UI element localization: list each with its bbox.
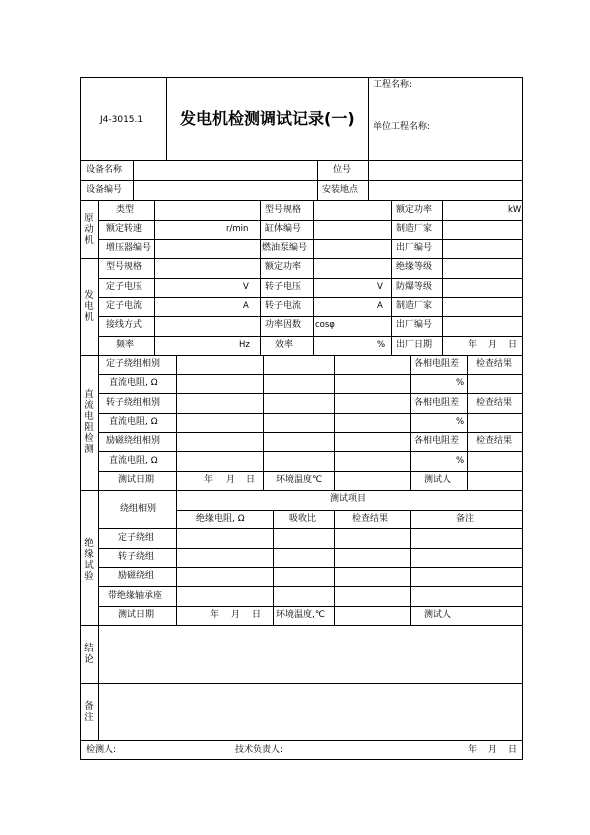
- gen-model-label: 型号规格: [106, 262, 143, 272]
- pm-power-unit: kW: [508, 205, 522, 215]
- footer-date-month: 月: [488, 745, 498, 755]
- ins-test-date-label: 测试日期: [118, 610, 155, 620]
- inspector-label: 检测人:: [86, 745, 117, 755]
- gen-rotor-voltage-label: 转子电压: [265, 282, 302, 292]
- pm-factory-no-label: 出厂编号: [396, 243, 433, 253]
- dc-test-date-label: 测试日期: [118, 475, 155, 485]
- conclusion-label: 结论: [84, 643, 94, 665]
- remarks-label: 备注: [84, 701, 94, 723]
- install-location-label: 安装地点: [322, 185, 359, 195]
- dc-check-result-label-2: 检查结果: [476, 398, 513, 408]
- gen-efficiency-label: 效率: [275, 340, 294, 350]
- pm-model-label: 型号规格: [265, 205, 302, 215]
- ins-ambient-label: 环境温度,℃: [276, 610, 325, 620]
- ins-winding-phase-label: 绕组相别: [120, 504, 157, 514]
- pm-rated-speed-label: 额定转速: [106, 224, 143, 234]
- ins-rotor-label: 转子绕组: [118, 552, 155, 562]
- dc-date-year: 年: [204, 475, 214, 485]
- ins-bearing-label: 带绝缘轴承座: [108, 591, 163, 601]
- gen-manufacturer-label: 制造厂家: [396, 301, 433, 311]
- unit-project-label: 单位工程名称:: [373, 122, 431, 132]
- ins-tester-label: 测试人: [424, 610, 452, 620]
- equipment-number-label: 设备编号: [86, 185, 123, 195]
- pm-type-label: 类型: [116, 205, 135, 215]
- dc-tester-label: 测试人: [424, 475, 452, 485]
- tech-lead-label: 技术负责人:: [235, 745, 284, 755]
- prime-mover-section-label: 原动机: [84, 213, 94, 246]
- dc-ohm-label-3: 直流电阻, Ω: [109, 456, 158, 466]
- gen-factory-date-label: 出厂日期: [396, 340, 433, 350]
- ins-check-result-label: 检查结果: [352, 514, 389, 524]
- gen-rotor-current-unit: A: [377, 301, 383, 311]
- footer-date-year: 年: [468, 745, 478, 755]
- gen-date-year: 年: [468, 340, 478, 350]
- dc-phase-diff-label-3: 各相电阻差: [414, 436, 460, 446]
- dc-stator-phase-label: 定子绕组相别: [106, 359, 161, 369]
- dc-phase-diff-label-1: 各相电阻差: [414, 359, 460, 369]
- dc-pct-2: %: [456, 417, 465, 427]
- gen-stator-current-label: 定子电流: [106, 301, 143, 311]
- gen-rotor-current-label: 转子电流: [265, 301, 302, 311]
- gen-power-factor-label: 功率因数: [265, 320, 302, 330]
- insulation-section-label: 绝缘试验: [84, 538, 94, 582]
- footer-date-day: 日: [508, 745, 518, 755]
- gen-insulation-class-label: 绝缘等级: [396, 262, 433, 272]
- dc-date-month: 月: [226, 475, 236, 485]
- project-name-label: 工程名称:: [373, 80, 413, 90]
- pm-booster-label: 增压器编号: [106, 243, 152, 253]
- dc-check-result-label-1: 检查结果: [476, 359, 513, 369]
- dc-exciter-phase-label: 励磁绕组相别: [106, 436, 161, 446]
- position-label: 位号: [333, 165, 352, 175]
- pm-speed-unit: r/min: [226, 224, 249, 234]
- gen-stator-voltage-label: 定子电压: [106, 282, 143, 292]
- gen-wiring-label: 接线方式: [106, 320, 143, 330]
- dc-date-day: 日: [246, 475, 256, 485]
- dc-rotor-phase-label: 转子绕组相别: [106, 398, 161, 408]
- gen-explosion-class-label: 防爆等级: [396, 282, 433, 292]
- dc-ohm-label-2: 直流电阻, Ω: [109, 417, 158, 427]
- ins-date-day: 日: [252, 610, 262, 620]
- ins-test-items-label: 测试项目: [330, 494, 367, 504]
- dc-ohm-label-1: 直流电阻, Ω: [109, 378, 158, 388]
- pm-fuel-pump-label: 燃油泵编号: [262, 243, 308, 253]
- ins-resistance-label: 绝缘电阻, Ω: [196, 514, 245, 524]
- gen-rotor-voltage-unit: V: [377, 282, 383, 292]
- gen-factory-no-label: 出厂编号: [396, 320, 433, 330]
- gen-date-month: 月: [488, 340, 498, 350]
- dc-phase-diff-label-2: 各相电阻差: [414, 398, 460, 408]
- ins-stator-label: 定子绕组: [118, 533, 155, 543]
- gen-stator-current-unit: A: [243, 301, 249, 311]
- dc-check-result-label-3: 检查结果: [476, 436, 513, 446]
- gen-hz-unit: Hz: [239, 340, 250, 350]
- gen-date-day: 日: [508, 340, 518, 350]
- dc-ambient-label: 环境温度℃: [276, 475, 323, 485]
- generator-section-label: 发电机: [84, 290, 94, 323]
- dc-pct-1: %: [456, 378, 465, 388]
- ins-date-year: 年: [210, 610, 220, 620]
- gen-stator-voltage-unit: V: [243, 282, 249, 292]
- gen-frequency-label: 频率: [116, 340, 135, 350]
- gen-efficiency-unit: %: [377, 340, 386, 350]
- ins-remarks-label: 备注: [456, 514, 475, 524]
- ins-date-month: 月: [231, 610, 241, 620]
- ins-exciter-label: 励磁绕组: [118, 571, 155, 581]
- pm-manufacturer-label: 制造厂家: [396, 224, 433, 234]
- page-title: 发电机检测调试记录(一): [180, 109, 355, 128]
- gen-cos-phi: cosφ: [315, 320, 335, 330]
- ins-absorption-label: 吸收比: [289, 514, 317, 524]
- dc-pct-3: %: [456, 456, 465, 466]
- pm-rated-power-label: 额定功率: [396, 205, 433, 215]
- gen-rated-power-label: 额定功率: [265, 262, 302, 272]
- equipment-name-label: 设备名称: [86, 165, 123, 175]
- form-code: J4-3015.1: [100, 115, 144, 125]
- pm-cylinder-label: 缸体编号: [265, 224, 302, 234]
- dc-resistance-section-label: 直流电阻检测: [84, 389, 94, 455]
